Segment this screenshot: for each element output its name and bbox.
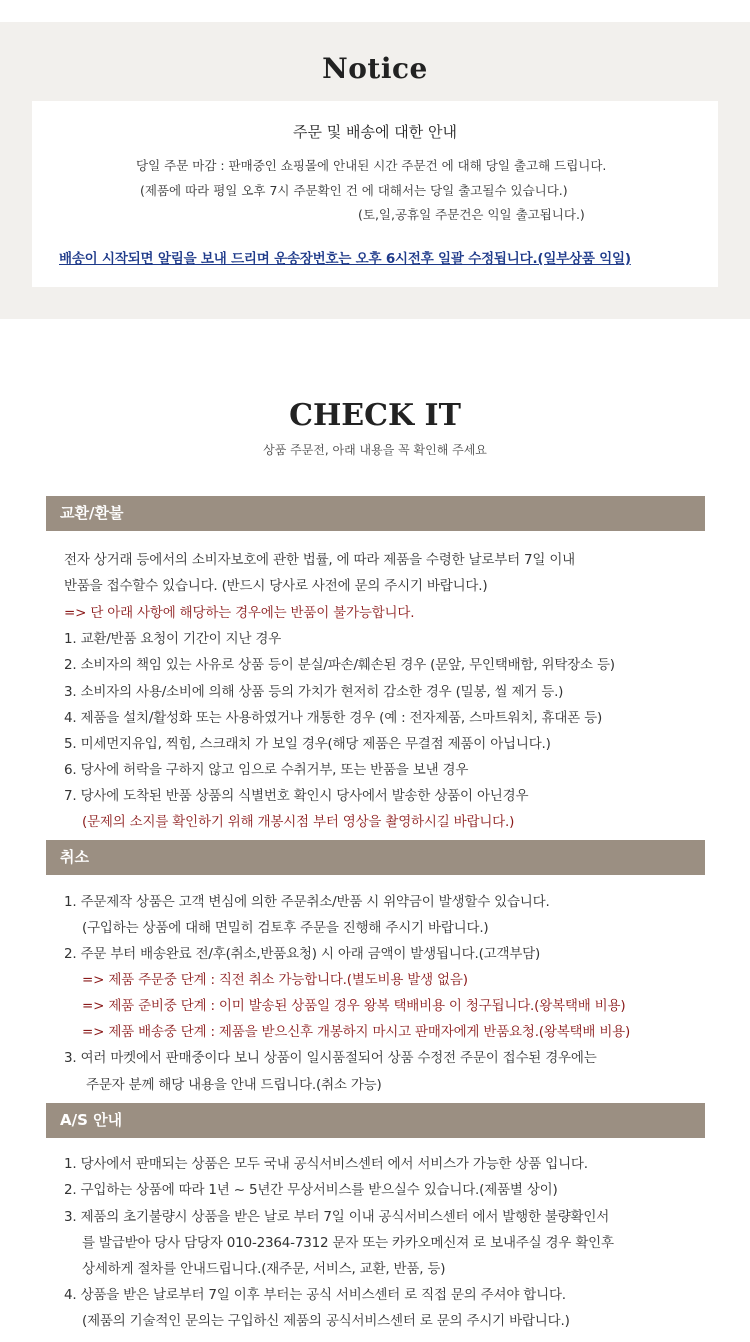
check-title: CHECK IT xyxy=(289,398,461,433)
notice-title: Notice xyxy=(322,52,428,85)
notice-highlight: 배송이 시작되면 알림을 보내 드리며 운송장번호는 오후 6시전후 일괄 수정됩니다.(일부상품 익일) xyxy=(59,251,631,267)
notice-box xyxy=(32,101,718,287)
cancel-item: 3. 여러 마켓에서 판매중이다 보니 상품이 일시품절되어 상품 수정전 주문이 접수된 경우에는 xyxy=(64,1050,597,1066)
notice-heading: 주문 및 배송에 대한 안내 xyxy=(293,123,457,141)
cancel-item: 1. 주문제작 상품은 고객 변심에 의한 주문취소/반품 시 위약금이 발생할수 있습니다. xyxy=(64,894,550,910)
as-item: 2. 구입하는 상품에 따라 1년 ~ 5년간 무상서비스를 받으실수 있습니다.(제품별 상이) xyxy=(64,1182,558,1198)
cancel-item: 주문자 분께 해당 내용을 안내 드립니다.(취소 가능) xyxy=(86,1077,382,1093)
notice-line: 당일 주문 마감 : 판매중인 쇼핑몰에 안내된 시간 주문건 에 대해 당일 출고해 드립니다. xyxy=(136,158,607,173)
cancel-warning: => 제품 배송중 단계 : 제품을 받으신후 개봉하지 마시고 판매자에게 반품요청.(왕복택배 비용) xyxy=(82,1024,631,1040)
as-item: 4. 상품을 받은 날로부터 7일 이후 부터는 공식 서비스센터 로 직접 문의 주셔야 합니다. xyxy=(64,1287,566,1303)
as-item: 상세하게 절차를 안내드립니다.(재주문, 서비스, 교환, 반품, 등) xyxy=(82,1261,446,1277)
exchange-item: 5. 미세먼지유입, 찍힘, 스크래치 가 보일 경우(해당 제품은 무결점 제품이 아닙니다.) xyxy=(64,736,551,752)
as-item: 를 발급받아 당사 담당자 010-2364-7312 문자 또는 카카오메신져 로 보내주실 경우 확인후 xyxy=(82,1235,614,1251)
exchange-item: 3. 소비자의 사용/소비에 의해 상품 등의 가치가 현저히 감소한 경우 (밀봉, 씰 제거 등.) xyxy=(64,684,564,700)
cancel-item: (구입하는 상품에 대해 면밀히 검토후 주문을 진행해 주시기 바랍니다.) xyxy=(82,920,489,936)
notice-line: (제품에 따라 평일 오후 7시 주문확인 건 에 대해서는 당일 출고될수 있습니다.) xyxy=(140,183,568,198)
exchange-item: 1. 교환/반품 요청이 기간이 지난 경우 xyxy=(64,631,282,647)
exchange-line: 전자 상거래 등에서의 소비자보호에 관한 법률, 에 따라 제품을 수령한 날로부터 7일 이내 xyxy=(64,552,576,568)
exchange-warning: => 단 아래 사항에 해당하는 경우에는 반품이 불가능합니다. xyxy=(64,605,415,621)
as-item: 1. 당사에서 판매되는 상품은 모두 국내 공식서비스센터 에서 서비스가 가능한 상품 입니다. xyxy=(64,1156,588,1172)
exchange-warning: (문제의 소지를 확인하기 위해 개봉시점 부터 영상을 촬영하시길 바랍니다.) xyxy=(82,814,515,830)
exchange-item: 7. 당사에 도착된 반품 상품의 식별번호 확인시 당사에서 발송한 상품이 아닌경우 xyxy=(64,788,529,804)
cancel-item: 2. 주문 부터 배송완료 전/후(취소,반품요청) 시 아래 금액이 발생됩니다.(고객부담) xyxy=(64,946,541,962)
check-subtitle: 상품 주문전, 아래 내용을 꼭 확인해 주세요 xyxy=(263,443,487,457)
exchange-item: 4. 제품을 설치/활성화 또는 사용하였거나 개통한 경우 (예 : 전자제품, 스마트워치, 휴대폰 등) xyxy=(64,710,603,726)
exchange-item: 6. 당사에 허락을 구하지 않고 임으로 수취거부, 또는 반품을 보낸 경우 xyxy=(64,762,469,778)
as-item: 3. 제품의 초기불량시 상품을 받은 날로 부터 7일 이내 공식서비스센터 에서 발행한 불량확인서 xyxy=(64,1209,610,1225)
exchange-line: 반품을 접수할수 있습니다. (반드시 당사로 사전에 문의 주시기 바랍니다.) xyxy=(64,578,488,594)
notice-section xyxy=(0,22,750,319)
section-title-as: A/S 안내 xyxy=(46,1103,705,1138)
section-title-cancel: 취소 xyxy=(46,840,705,875)
exchange-item: 2. 소비자의 책임 있는 사유로 상품 등이 분실/파손/훼손된 경우 (문앞, 무인택배함, 위탁장소 등) xyxy=(64,657,615,673)
as-item: (제품의 기술적인 문의는 구입하신 제품의 공식서비스센터 로 문의 주시기 바랍니다.) xyxy=(82,1313,570,1329)
cancel-warning: => 제품 주문중 단계 : 직전 취소 가능합니다.(별도비용 발생 없음) xyxy=(82,972,468,988)
cancel-warning: => 제품 준비중 단계 : 이미 발송된 상품일 경우 왕복 택배비용 이 청구됩니다.(왕복택배 비용) xyxy=(82,998,626,1014)
notice-line: (토,일,공휴일 주문건은 익일 출고됩니다.) xyxy=(358,207,585,222)
section-title-exchange: 교환/환불 xyxy=(46,496,705,531)
